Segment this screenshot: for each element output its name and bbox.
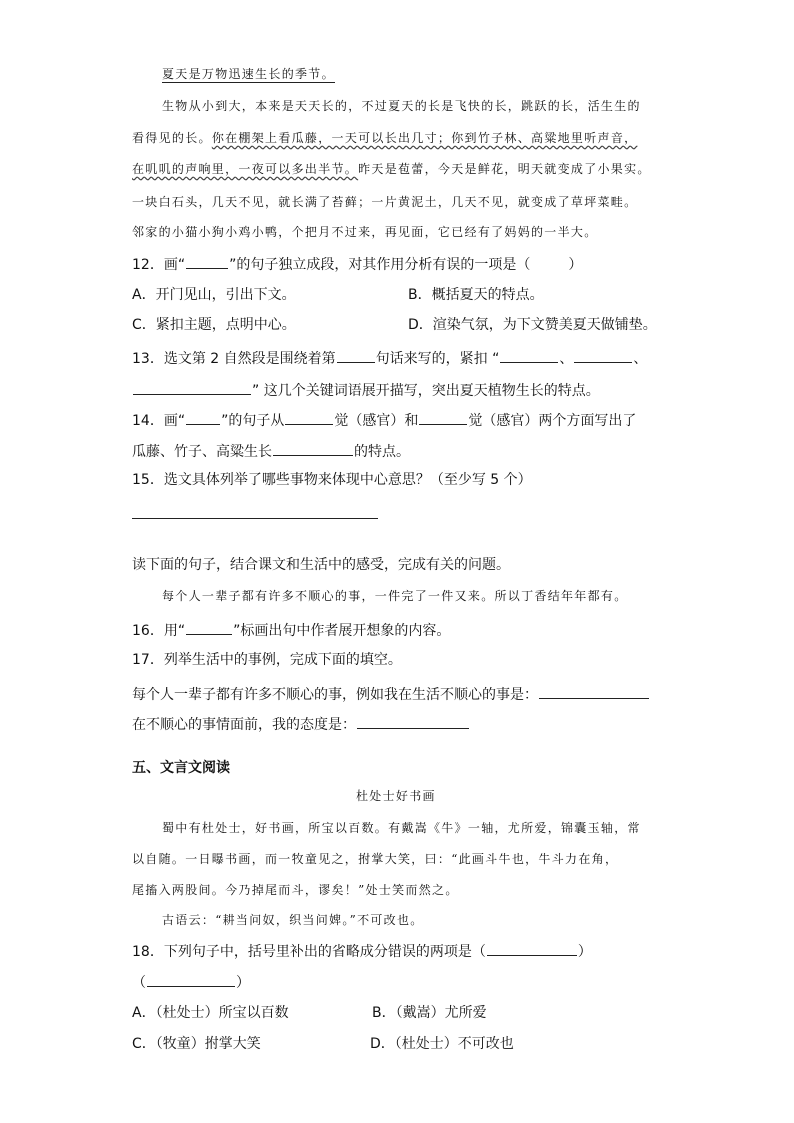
question-13-cont bbox=[132, 382, 600, 398]
question-16 bbox=[132, 622, 450, 638]
wavy-underlined-text: 你在棚架上看瓜藤，一天可以长出几寸；你到竹子林、高粱地里听声音， bbox=[211, 131, 638, 145]
blank[interactable] bbox=[186, 622, 232, 635]
text: 14．画“ bbox=[132, 413, 186, 429]
text: 看得见的长。 bbox=[132, 131, 212, 145]
question-14 bbox=[132, 412, 636, 428]
text: （ bbox=[132, 975, 146, 991]
text: ） bbox=[236, 975, 250, 991]
passage-line bbox=[132, 163, 651, 175]
q12-option-d[interactable]: D．渲染气氛，为下文赞美夏天做铺垫。 bbox=[408, 317, 657, 333]
question-18-cont bbox=[132, 974, 250, 990]
text: 昨天是苞蕾，今天是鲜花，明天就变成了小果实。 bbox=[358, 162, 651, 176]
reading-intro: 读下面的句子，结合课文和生活中的感受，完成有关的问题。 bbox=[132, 557, 510, 573]
text: 、 bbox=[633, 351, 648, 367]
text: 瓜藤、竹子、高粱生长 bbox=[132, 444, 272, 460]
text: 13．选文第 2 自然段是围绕着第 bbox=[132, 351, 336, 367]
question-17-line-2 bbox=[132, 716, 470, 732]
blank[interactable] bbox=[419, 412, 467, 425]
q18-option-d[interactable]: D．（杜处士）不可改也 bbox=[370, 1036, 514, 1052]
text: 12．画“ bbox=[132, 257, 186, 273]
classical-title: 杜处士好书画 bbox=[356, 789, 436, 803]
text: 16．用“ bbox=[132, 623, 186, 639]
classical-line: 蜀中有杜处士，好书画，所宝以百数。有戴嵩《牛》一轴，尤所爱，锦囊玉轴，常 bbox=[162, 821, 641, 835]
text: ） bbox=[568, 257, 583, 273]
classical-line: 尾搐入两股间。今乃掉尾而斗，谬矣！”处士笑而然之。 bbox=[132, 883, 459, 897]
blank[interactable] bbox=[133, 382, 251, 395]
blank[interactable] bbox=[186, 256, 228, 269]
classical-line: 古语云：“耕当问奴，织当问婢。”不可改也。 bbox=[162, 913, 424, 927]
passage-line: 生物从小到大，本来是天天长的，不过夏天的长是飞快的长，跳跃的长，活生生的 bbox=[162, 99, 641, 113]
passage-line: 一块白石头，几天不见，就长满了苔藓；一片黄泥土，几天不见，就变成了草坪菜畦。 bbox=[132, 195, 638, 209]
text: ） bbox=[577, 944, 592, 960]
section-heading: 五、文言文阅读 bbox=[132, 760, 230, 776]
blank[interactable] bbox=[487, 943, 577, 956]
blank[interactable] bbox=[539, 686, 649, 699]
text: ” 这几个关键词语展开描写，突出夏天植物生长的特点。 bbox=[252, 383, 600, 399]
question-13 bbox=[132, 350, 647, 366]
q12-option-b[interactable]: B．概括夏天的特点。 bbox=[408, 287, 544, 303]
text: 在不顺心的事情面前，我的态度是： bbox=[132, 717, 356, 733]
blank[interactable] bbox=[147, 974, 235, 987]
text: 觉（感官）和 bbox=[334, 413, 419, 429]
underlined-sentence: 夏天是万物迅速生长的季节。 bbox=[162, 67, 335, 81]
text: 句话来写的，紧扣 “ bbox=[375, 351, 500, 367]
answer-line[interactable] bbox=[132, 518, 378, 519]
blank[interactable] bbox=[500, 350, 558, 363]
text: ”标画出句中作者展开想象的内容。 bbox=[233, 623, 451, 639]
text: 、 bbox=[559, 351, 574, 367]
question-12 bbox=[132, 256, 582, 272]
blank[interactable] bbox=[357, 716, 469, 729]
blank[interactable] bbox=[285, 412, 333, 425]
blank[interactable] bbox=[574, 350, 632, 363]
question-17-line-1 bbox=[132, 686, 650, 702]
text: 的特点。 bbox=[354, 444, 410, 460]
passage-line: 邻家的小猫小狗小鸡小鸭，个把月不过来，再见面，它已经有了妈妈的一半大。 bbox=[132, 225, 598, 239]
blank[interactable] bbox=[186, 412, 220, 425]
passage-sentence-1 bbox=[162, 68, 335, 80]
text: ”的句子独立成段，对其作用分析有误的一项是（ bbox=[229, 257, 531, 273]
q18-option-c[interactable]: C．（牧童）拊掌大笑 bbox=[132, 1036, 261, 1052]
q18-option-a[interactable]: A．（杜处士）所宝以百数 bbox=[132, 1005, 289, 1021]
passage-line bbox=[132, 132, 637, 144]
text: ”的句子从 bbox=[221, 413, 285, 429]
classical-line: 以自随。一日曝书画，而一牧童见之，拊掌大笑，曰：“此画斗牛也，牛斗力在角， bbox=[132, 852, 619, 866]
text: 18．下列句子中，括号里补出的省略成分错误的两项是（ bbox=[132, 944, 486, 960]
blank[interactable] bbox=[273, 443, 353, 456]
wavy-underlined-text: 在叽叽的声响里，一夜可以多出半节。 bbox=[132, 162, 359, 176]
reading-quote: 每个人一辈子都有许多不顺心的事，一件完了一件又来。所以丁香结年年都有。 bbox=[162, 589, 628, 603]
q18-option-b[interactable]: B．（戴嵩）尤所爱 bbox=[372, 1005, 487, 1021]
text: 觉（感官）两个方面写出了 bbox=[468, 413, 637, 429]
q12-option-a[interactable]: A．开门见山，引出下文。 bbox=[132, 287, 296, 303]
question-18 bbox=[132, 943, 592, 959]
text: 每个人一辈子都有许多不顺心的事，例如我在生活不顺心的事是： bbox=[132, 687, 538, 703]
question-15: 15．选文具体列举了哪些事物来体现中心意思？（至少写 5 个） bbox=[132, 472, 532, 488]
blank[interactable] bbox=[337, 350, 375, 363]
question-17: 17．列举生活中的事例，完成下面的填空。 bbox=[132, 652, 402, 668]
q12-option-c[interactable]: C．紧扣主题，点明中心。 bbox=[132, 317, 296, 333]
question-14-cont bbox=[132, 443, 410, 459]
